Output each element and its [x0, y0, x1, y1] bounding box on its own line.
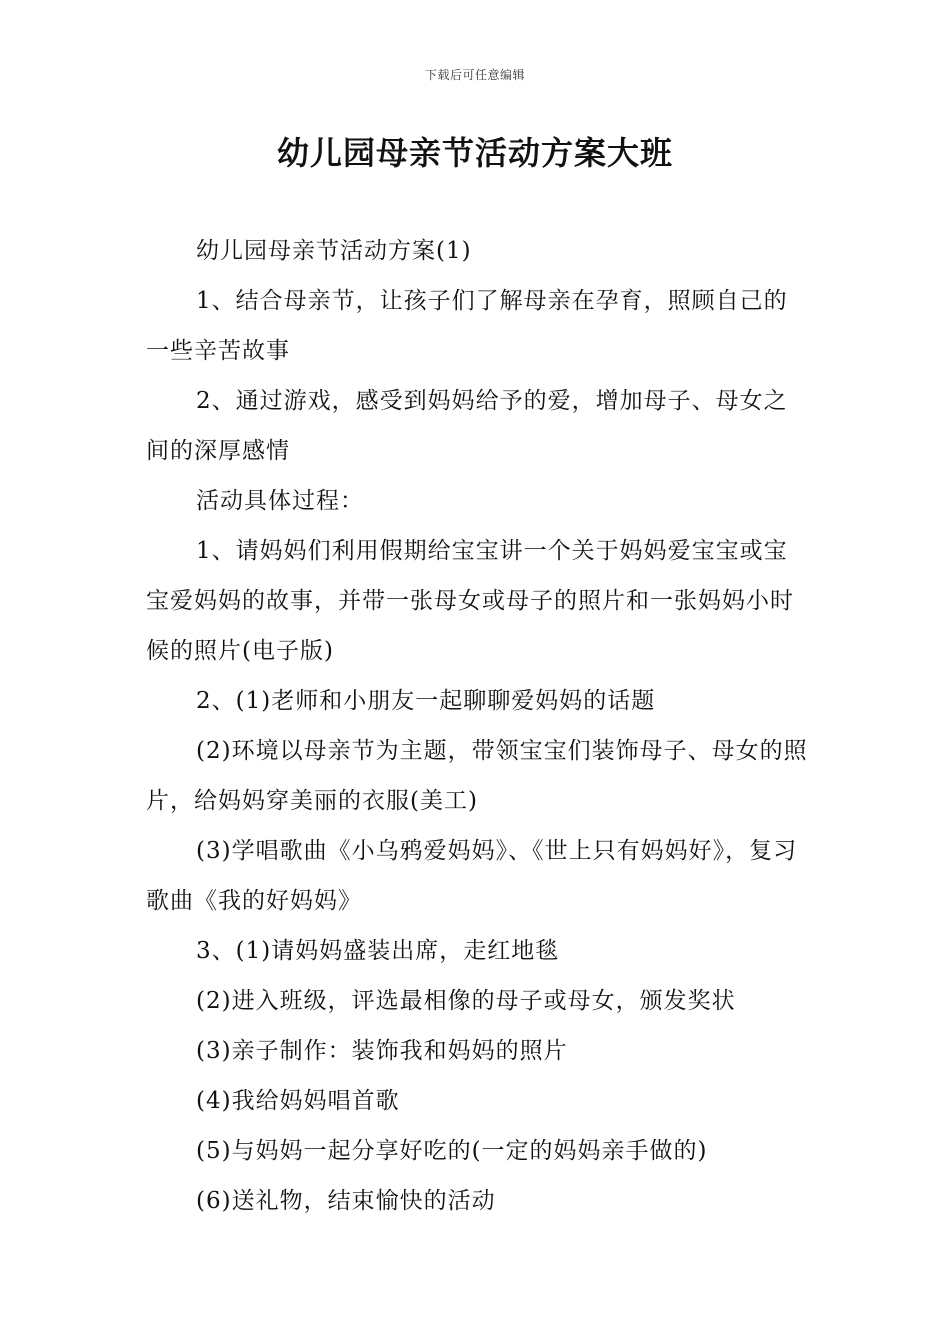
paragraph: (5)与妈妈一起分享好吃的(一定的妈妈亲手做的) [196, 1138, 708, 1164]
paragraph: 2、通过游戏，感受到妈妈给予的爱，增加母子、母女之间的深厚感情 [146, 388, 788, 464]
document-title: 幼儿园母亲节活动方案大班 [276, 134, 673, 172]
paragraph: (4)我给妈妈唱首歌 [196, 1088, 400, 1114]
document-body [146, 226, 808, 1226]
paragraph: 3、(1)请妈妈盛装出席，走红地毯 [196, 938, 560, 964]
paragraph: 1、请妈妈们利用假期给宝宝讲一个关于妈妈爱宝宝或宝宝爱妈妈的故事，并带一张母女或母子的照片和一张妈妈小时候的照片(电子版) [146, 538, 794, 664]
section-heading: 活动具体过程： [196, 488, 364, 514]
paragraph: 1、结合母亲节，让孩子们了解母亲在孕育，照顾自己的一些辛苦故事 [146, 288, 788, 364]
paragraph: (2)环境以母亲节为主题，带领宝宝们装饰母子、母女的照片，给妈妈穿美丽的衣服(美工) [146, 738, 808, 814]
paragraph: (3)学唱歌曲《小乌鸦爱妈妈》、《世上只有妈妈好》，复习歌曲《我的好妈妈》 [146, 838, 798, 914]
paragraph: (6)送礼物，结束愉快的活动 [196, 1188, 496, 1214]
section-heading: 幼儿园母亲节活动方案(1) [196, 238, 472, 264]
paragraph: (3)亲子制作：装饰我和妈妈的照片 [196, 1038, 568, 1064]
header-note: 下载后可任意编辑 [424, 68, 525, 82]
paragraph: (2)进入班级，评选最相像的母子或母女，颁发奖状 [196, 988, 736, 1014]
paragraph: 2、(1)老师和小朋友一起聊聊爱妈妈的话题 [196, 688, 656, 714]
